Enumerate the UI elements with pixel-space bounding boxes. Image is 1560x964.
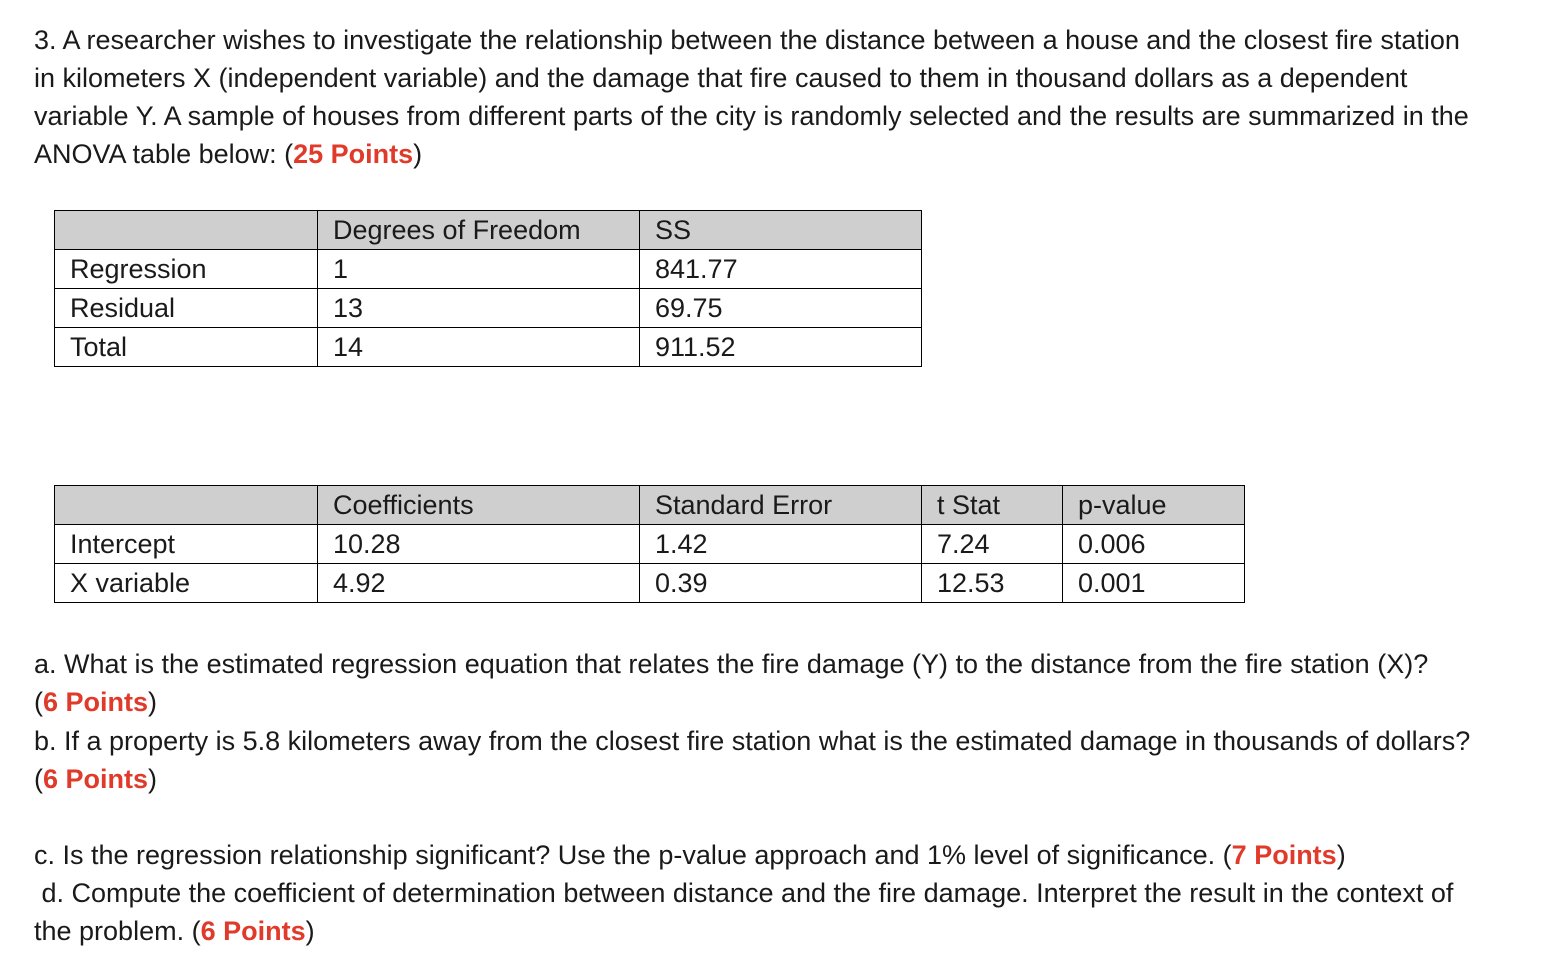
coef-header-row: [55, 486, 1245, 525]
question-d: [34, 874, 1461, 950]
anova-cell: Total: [55, 328, 318, 367]
intro-text: 3. A researcher wishes to investigate the relationship between the distance between a house and the closest fire station in kilometers X (independent variable) and the damage that fire caused to them in thousand dollars as a dependent variable Y. A sample of houses from different parts of the city is randomly selected and the results are summarized in the ANOVA table below: (: [34, 25, 1469, 169]
anova-header-cell: Degrees of Freedom: [318, 211, 640, 250]
coef-cell: 0.006: [1063, 525, 1245, 564]
coef-header-cell: Coefficients: [318, 486, 640, 525]
question-d-points: 6 Points: [200, 916, 306, 946]
intro-close: ): [413, 139, 423, 169]
coefficients-table: [54, 485, 1245, 603]
coef-cell: 1.42: [640, 525, 922, 564]
anova-cell: 841.77: [640, 250, 922, 289]
coef-header-cell: Standard Error: [640, 486, 922, 525]
coef-cell: 7.24: [922, 525, 1063, 564]
intro-points: 25 Points: [293, 139, 414, 169]
anova-cell: 14: [318, 328, 640, 367]
question-d-text: d. Compute the coefficient of determination between distance and the fire damage. Interpret the result in the context of the problem. (: [34, 878, 1461, 946]
coef-cell: 4.92: [318, 564, 640, 603]
question-b-close: ): [148, 764, 158, 794]
question-b-points: 6 Points: [43, 764, 149, 794]
question-c: [34, 836, 1514, 874]
coef-cell: Intercept: [55, 525, 318, 564]
anova-row-total: [55, 328, 922, 367]
question-b-text: b. If a property is 5.8 kilometers away from the closest fire station what is the estimated damage in thousands of dollars? (: [34, 726, 1471, 794]
coef-header-cell: t Stat: [922, 486, 1063, 525]
anova-cell: 911.52: [640, 328, 922, 367]
question-c-points: 7 Points: [1231, 840, 1337, 870]
coef-row-intercept: [55, 525, 1245, 564]
anova-cell: Regression: [55, 250, 318, 289]
anova-header-row: [55, 211, 922, 250]
anova-table: [54, 210, 922, 367]
coef-header-cell: [55, 486, 318, 525]
coef-cell: 12.53: [922, 564, 1063, 603]
coef-cell: 0.39: [640, 564, 922, 603]
coef-cell: 0.001: [1063, 564, 1245, 603]
coef-header-cell: p-value: [1063, 486, 1245, 525]
anova-cell: 1: [318, 250, 640, 289]
anova-row-regression: [55, 250, 922, 289]
question-c-text: c. Is the regression relationship significant? Use the p-value approach and 1% level of significance. (: [34, 840, 1232, 870]
coef-row-x-variable: [55, 564, 1245, 603]
coef-cell: X variable: [55, 564, 318, 603]
anova-cell: 69.75: [640, 289, 922, 328]
anova-header-cell: [55, 211, 318, 250]
anova-cell: 13: [318, 289, 640, 328]
question-c-close: ): [1336, 840, 1346, 870]
intro-paragraph: [34, 21, 1474, 173]
anova-header-cell: SS: [640, 211, 922, 250]
question-d-close: ): [305, 916, 315, 946]
question-a-text: a. What is the estimated regression equation that relates the fire damage (Y) to the distance from the fire station (X)? (: [34, 649, 1429, 717]
anova-row-residual: [55, 289, 922, 328]
question-a: [34, 645, 1434, 721]
question-a-close: ): [148, 687, 158, 717]
coef-cell: 10.28: [318, 525, 640, 564]
anova-cell: Residual: [55, 289, 318, 328]
question-b: [34, 722, 1484, 798]
question-a-points: 6 Points: [43, 687, 149, 717]
